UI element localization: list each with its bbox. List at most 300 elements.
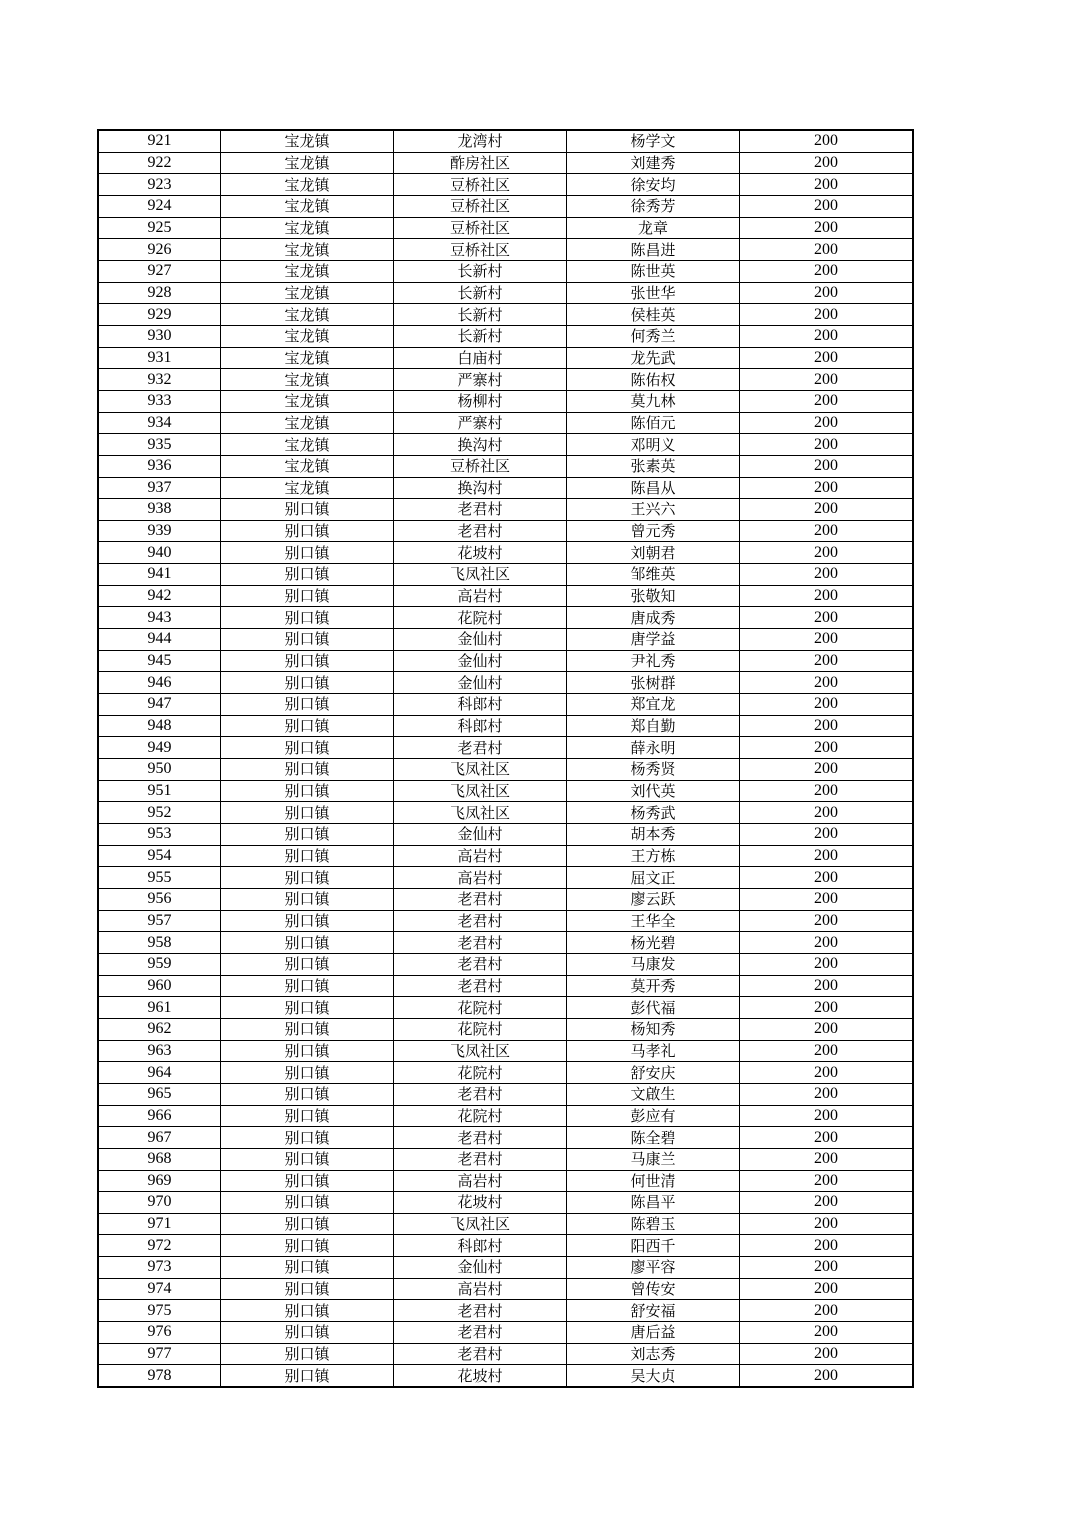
serial-number-cell: 952 <box>98 802 221 824</box>
table-row <box>98 997 913 1019</box>
amount-cell: 200 <box>740 455 914 477</box>
village-cell: 花院村 <box>394 997 567 1019</box>
village-cell: 高岩村 <box>394 585 567 607</box>
table-row <box>98 1105 913 1127</box>
serial-number-cell: 951 <box>98 780 221 802</box>
serial-number-cell: 955 <box>98 867 221 889</box>
town-cell: 别口镇 <box>221 1322 394 1344</box>
village-cell: 高岩村 <box>394 845 567 867</box>
person-name-cell: 张素英 <box>567 455 740 477</box>
table-row <box>98 1213 913 1235</box>
amount-cell: 200 <box>740 759 914 781</box>
roster-table-body <box>98 130 913 1387</box>
amount-cell: 200 <box>740 910 914 932</box>
person-name-cell: 莫九林 <box>567 390 740 412</box>
town-cell: 宝龙镇 <box>221 152 394 174</box>
table-row <box>98 195 913 217</box>
person-name-cell: 马孝礼 <box>567 1040 740 1062</box>
amount-cell: 200 <box>740 1343 914 1365</box>
table-row <box>98 953 913 975</box>
town-cell: 宝龙镇 <box>221 390 394 412</box>
person-name-cell: 张敬知 <box>567 585 740 607</box>
village-cell: 花坡村 <box>394 542 567 564</box>
serial-number-cell: 968 <box>98 1148 221 1170</box>
amount-cell: 200 <box>740 239 914 261</box>
town-cell: 别口镇 <box>221 1127 394 1149</box>
person-name-cell: 陈全碧 <box>567 1127 740 1149</box>
serial-number-cell: 938 <box>98 499 221 521</box>
serial-number-cell: 944 <box>98 629 221 651</box>
town-cell: 宝龙镇 <box>221 304 394 326</box>
serial-number-cell: 922 <box>98 152 221 174</box>
town-cell: 别口镇 <box>221 694 394 716</box>
amount-cell: 200 <box>740 888 914 910</box>
table-row <box>98 910 913 932</box>
village-cell: 飞凤社区 <box>394 802 567 824</box>
serial-number-cell: 973 <box>98 1257 221 1279</box>
serial-number-cell: 934 <box>98 412 221 434</box>
town-cell: 别口镇 <box>221 780 394 802</box>
village-cell: 豆桥社区 <box>394 217 567 239</box>
village-cell: 老君村 <box>394 1343 567 1365</box>
person-name-cell: 马康兰 <box>567 1148 740 1170</box>
town-cell: 别口镇 <box>221 1213 394 1235</box>
serial-number-cell: 953 <box>98 824 221 846</box>
person-name-cell: 陈佰元 <box>567 412 740 434</box>
person-name-cell: 侯桂英 <box>567 304 740 326</box>
table-row <box>98 1040 913 1062</box>
table-row <box>98 607 913 629</box>
town-cell: 别口镇 <box>221 737 394 759</box>
person-name-cell: 郑自勤 <box>567 715 740 737</box>
amount-cell: 200 <box>740 953 914 975</box>
town-cell: 别口镇 <box>221 1170 394 1192</box>
village-cell: 飞凤社区 <box>394 564 567 586</box>
amount-cell: 200 <box>740 1018 914 1040</box>
table-row <box>98 520 913 542</box>
table-row <box>98 369 913 391</box>
person-name-cell: 张树群 <box>567 672 740 694</box>
amount-cell: 200 <box>740 845 914 867</box>
amount-cell: 200 <box>740 542 914 564</box>
serial-number-cell: 927 <box>98 260 221 282</box>
amount-cell: 200 <box>740 737 914 759</box>
person-name-cell: 彭应有 <box>567 1105 740 1127</box>
person-name-cell: 唐后益 <box>567 1322 740 1344</box>
table-row <box>98 1365 913 1387</box>
town-cell: 宝龙镇 <box>221 412 394 434</box>
table-row <box>98 629 913 651</box>
town-cell: 宝龙镇 <box>221 282 394 304</box>
table-row <box>98 932 913 954</box>
serial-number-cell: 931 <box>98 347 221 369</box>
village-cell: 科郎村 <box>394 715 567 737</box>
amount-cell: 200 <box>740 304 914 326</box>
table-row <box>98 477 913 499</box>
amount-cell: 200 <box>740 1235 914 1257</box>
town-cell: 别口镇 <box>221 997 394 1019</box>
person-name-cell: 郑宜龙 <box>567 694 740 716</box>
town-cell: 别口镇 <box>221 564 394 586</box>
town-cell: 别口镇 <box>221 888 394 910</box>
table-row <box>98 152 913 174</box>
table-row <box>98 1018 913 1040</box>
person-name-cell: 唐学益 <box>567 629 740 651</box>
person-name-cell: 徐安均 <box>567 174 740 196</box>
person-name-cell: 王华全 <box>567 910 740 932</box>
amount-cell: 200 <box>740 932 914 954</box>
serial-number-cell: 937 <box>98 477 221 499</box>
serial-number-cell: 971 <box>98 1213 221 1235</box>
serial-number-cell: 930 <box>98 325 221 347</box>
person-name-cell: 舒安福 <box>567 1300 740 1322</box>
amount-cell: 200 <box>740 520 914 542</box>
table-row <box>98 542 913 564</box>
town-cell: 宝龙镇 <box>221 455 394 477</box>
village-cell: 老君村 <box>394 737 567 759</box>
table-row <box>98 412 913 434</box>
amount-cell: 200 <box>740 260 914 282</box>
table-row <box>98 1300 913 1322</box>
serial-number-cell: 964 <box>98 1062 221 1084</box>
amount-cell: 200 <box>740 1083 914 1105</box>
table-row <box>98 1062 913 1084</box>
village-cell: 金仙村 <box>394 629 567 651</box>
amount-cell: 200 <box>740 715 914 737</box>
serial-number-cell: 923 <box>98 174 221 196</box>
serial-number-cell: 932 <box>98 369 221 391</box>
amount-cell: 200 <box>740 130 914 152</box>
town-cell: 别口镇 <box>221 1257 394 1279</box>
person-name-cell: 何秀兰 <box>567 325 740 347</box>
amount-cell: 200 <box>740 694 914 716</box>
town-cell: 别口镇 <box>221 759 394 781</box>
table-row <box>98 650 913 672</box>
table-row <box>98 694 913 716</box>
person-name-cell: 莫开秀 <box>567 975 740 997</box>
table-row <box>98 325 913 347</box>
amount-cell: 200 <box>740 1062 914 1084</box>
table-row <box>98 217 913 239</box>
amount-cell: 200 <box>740 1365 914 1387</box>
amount-cell: 200 <box>740 802 914 824</box>
amount-cell: 200 <box>740 1322 914 1344</box>
town-cell: 宝龙镇 <box>221 369 394 391</box>
serial-number-cell: 933 <box>98 390 221 412</box>
town-cell: 别口镇 <box>221 1105 394 1127</box>
town-cell: 宝龙镇 <box>221 347 394 369</box>
village-cell: 高岩村 <box>394 867 567 889</box>
serial-number-cell: 969 <box>98 1170 221 1192</box>
amount-cell: 200 <box>740 564 914 586</box>
village-cell: 豆桥社区 <box>394 455 567 477</box>
town-cell: 别口镇 <box>221 953 394 975</box>
person-name-cell: 邹维英 <box>567 564 740 586</box>
person-name-cell: 陈佑权 <box>567 369 740 391</box>
table-row <box>98 1257 913 1279</box>
serial-number-cell: 974 <box>98 1278 221 1300</box>
town-cell: 别口镇 <box>221 910 394 932</box>
table-row <box>98 564 913 586</box>
person-name-cell: 刘代英 <box>567 780 740 802</box>
town-cell: 宝龙镇 <box>221 195 394 217</box>
person-name-cell: 徐秀芳 <box>567 195 740 217</box>
village-cell: 白庙村 <box>394 347 567 369</box>
village-cell: 龙湾村 <box>394 130 567 152</box>
amount-cell: 200 <box>740 1192 914 1214</box>
village-cell: 花坡村 <box>394 1192 567 1214</box>
amount-cell: 200 <box>740 780 914 802</box>
town-cell: 别口镇 <box>221 932 394 954</box>
table-row <box>98 1148 913 1170</box>
serial-number-cell: 925 <box>98 217 221 239</box>
table-row <box>98 867 913 889</box>
amount-cell: 200 <box>740 412 914 434</box>
serial-number-cell: 961 <box>98 997 221 1019</box>
table-row <box>98 802 913 824</box>
serial-number-cell: 948 <box>98 715 221 737</box>
person-name-cell: 杨光碧 <box>567 932 740 954</box>
person-name-cell: 薛永明 <box>567 737 740 759</box>
town-cell: 别口镇 <box>221 1040 394 1062</box>
person-name-cell: 杨知秀 <box>567 1018 740 1040</box>
village-cell: 高岩村 <box>394 1278 567 1300</box>
person-name-cell: 陈昌平 <box>567 1192 740 1214</box>
table-row <box>98 1278 913 1300</box>
amount-cell: 200 <box>740 650 914 672</box>
table-row <box>98 1343 913 1365</box>
serial-number-cell: 954 <box>98 845 221 867</box>
village-cell: 老君村 <box>394 499 567 521</box>
village-cell: 老君村 <box>394 888 567 910</box>
town-cell: 别口镇 <box>221 1148 394 1170</box>
village-cell: 花坡村 <box>394 1365 567 1387</box>
person-name-cell: 邓明义 <box>567 434 740 456</box>
town-cell: 宝龙镇 <box>221 174 394 196</box>
village-cell: 老君村 <box>394 1127 567 1149</box>
village-cell: 老君村 <box>394 1322 567 1344</box>
person-name-cell: 陈世英 <box>567 260 740 282</box>
amount-cell: 200 <box>740 152 914 174</box>
person-name-cell: 廖平容 <box>567 1257 740 1279</box>
table-row <box>98 347 913 369</box>
person-name-cell: 文啟生 <box>567 1083 740 1105</box>
serial-number-cell: 926 <box>98 239 221 261</box>
village-cell: 金仙村 <box>394 650 567 672</box>
village-cell: 豆桥社区 <box>394 174 567 196</box>
table-row <box>98 282 913 304</box>
table-row <box>98 130 913 152</box>
serial-number-cell: 967 <box>98 1127 221 1149</box>
table-row <box>98 759 913 781</box>
amount-cell: 200 <box>740 1148 914 1170</box>
table-row <box>98 1192 913 1214</box>
table-row <box>98 737 913 759</box>
town-cell: 别口镇 <box>221 1278 394 1300</box>
amount-cell: 200 <box>740 1127 914 1149</box>
serial-number-cell: 965 <box>98 1083 221 1105</box>
village-cell: 长新村 <box>394 325 567 347</box>
town-cell: 别口镇 <box>221 1018 394 1040</box>
table-row <box>98 975 913 997</box>
town-cell: 宝龙镇 <box>221 130 394 152</box>
amount-cell: 200 <box>740 1278 914 1300</box>
table-row <box>98 1170 913 1192</box>
table-row <box>98 780 913 802</box>
serial-number-cell: 929 <box>98 304 221 326</box>
village-cell: 长新村 <box>394 282 567 304</box>
person-name-cell: 王兴六 <box>567 499 740 521</box>
person-name-cell: 刘建秀 <box>567 152 740 174</box>
village-cell: 金仙村 <box>394 672 567 694</box>
amount-cell: 200 <box>740 369 914 391</box>
village-cell: 豆桥社区 <box>394 195 567 217</box>
town-cell: 别口镇 <box>221 845 394 867</box>
person-name-cell: 陈碧玉 <box>567 1213 740 1235</box>
town-cell: 别口镇 <box>221 629 394 651</box>
amount-cell: 200 <box>740 1105 914 1127</box>
serial-number-cell: 924 <box>98 195 221 217</box>
amount-cell: 200 <box>740 499 914 521</box>
serial-number-cell: 949 <box>98 737 221 759</box>
town-cell: 别口镇 <box>221 672 394 694</box>
person-name-cell: 张世华 <box>567 282 740 304</box>
table-row <box>98 824 913 846</box>
person-name-cell: 刘朝君 <box>567 542 740 564</box>
amount-cell: 200 <box>740 1170 914 1192</box>
amount-cell: 200 <box>740 672 914 694</box>
table-row <box>98 1235 913 1257</box>
amount-cell: 200 <box>740 174 914 196</box>
serial-number-cell: 935 <box>98 434 221 456</box>
town-cell: 别口镇 <box>221 520 394 542</box>
serial-number-cell: 966 <box>98 1105 221 1127</box>
town-cell: 别口镇 <box>221 1062 394 1084</box>
town-cell: 别口镇 <box>221 650 394 672</box>
person-name-cell: 曾传安 <box>567 1278 740 1300</box>
table-row <box>98 304 913 326</box>
person-name-cell: 尹礼秀 <box>567 650 740 672</box>
town-cell: 别口镇 <box>221 867 394 889</box>
village-cell: 老君村 <box>394 953 567 975</box>
person-name-cell: 龙先武 <box>567 347 740 369</box>
serial-number-cell: 960 <box>98 975 221 997</box>
serial-number-cell: 950 <box>98 759 221 781</box>
serial-number-cell: 940 <box>98 542 221 564</box>
amount-cell: 200 <box>740 390 914 412</box>
serial-number-cell: 959 <box>98 953 221 975</box>
amount-cell: 200 <box>740 607 914 629</box>
town-cell: 别口镇 <box>221 824 394 846</box>
village-cell: 严寨村 <box>394 369 567 391</box>
village-cell: 换沟村 <box>394 477 567 499</box>
serial-number-cell: 939 <box>98 520 221 542</box>
town-cell: 宝龙镇 <box>221 239 394 261</box>
town-cell: 别口镇 <box>221 1300 394 1322</box>
serial-number-cell: 942 <box>98 585 221 607</box>
village-cell: 老君村 <box>394 975 567 997</box>
person-name-cell: 屈文正 <box>567 867 740 889</box>
village-cell: 老君村 <box>394 1300 567 1322</box>
amount-cell: 200 <box>740 434 914 456</box>
town-cell: 宝龙镇 <box>221 260 394 282</box>
town-cell: 别口镇 <box>221 1192 394 1214</box>
town-cell: 宝龙镇 <box>221 477 394 499</box>
table-row <box>98 174 913 196</box>
amount-cell: 200 <box>740 195 914 217</box>
village-cell: 老君村 <box>394 910 567 932</box>
town-cell: 别口镇 <box>221 1343 394 1365</box>
town-cell: 别口镇 <box>221 499 394 521</box>
serial-number-cell: 947 <box>98 694 221 716</box>
town-cell: 宝龙镇 <box>221 217 394 239</box>
village-cell: 飞凤社区 <box>394 780 567 802</box>
table-row <box>98 1322 913 1344</box>
town-cell: 别口镇 <box>221 1083 394 1105</box>
person-name-cell: 杨秀贤 <box>567 759 740 781</box>
amount-cell: 200 <box>740 1213 914 1235</box>
person-name-cell: 唐成秀 <box>567 607 740 629</box>
amount-cell: 200 <box>740 477 914 499</box>
village-cell: 长新村 <box>394 260 567 282</box>
village-cell: 高岩村 <box>394 1170 567 1192</box>
town-cell: 宝龙镇 <box>221 434 394 456</box>
town-cell: 别口镇 <box>221 1235 394 1257</box>
village-cell: 老君村 <box>394 1083 567 1105</box>
amount-cell: 200 <box>740 975 914 997</box>
person-name-cell: 阳西千 <box>567 1235 740 1257</box>
table-row <box>98 672 913 694</box>
serial-number-cell: 943 <box>98 607 221 629</box>
serial-number-cell: 921 <box>98 130 221 152</box>
village-cell: 金仙村 <box>394 824 567 846</box>
serial-number-cell: 956 <box>98 888 221 910</box>
amount-cell: 200 <box>740 585 914 607</box>
amount-cell: 200 <box>740 282 914 304</box>
village-cell: 科郎村 <box>394 1235 567 1257</box>
roster-table <box>97 129 914 1388</box>
table-row <box>98 434 913 456</box>
village-cell: 金仙村 <box>394 1257 567 1279</box>
village-cell: 老君村 <box>394 520 567 542</box>
table-row <box>98 585 913 607</box>
person-name-cell: 马康发 <box>567 953 740 975</box>
town-cell: 别口镇 <box>221 585 394 607</box>
town-cell: 别口镇 <box>221 542 394 564</box>
serial-number-cell: 970 <box>98 1192 221 1214</box>
village-cell: 杨柳村 <box>394 390 567 412</box>
serial-number-cell: 972 <box>98 1235 221 1257</box>
serial-number-cell: 975 <box>98 1300 221 1322</box>
village-cell: 花院村 <box>394 1062 567 1084</box>
town-cell: 别口镇 <box>221 975 394 997</box>
village-cell: 老君村 <box>394 932 567 954</box>
person-name-cell: 曾元秀 <box>567 520 740 542</box>
village-cell: 豆桥社区 <box>394 239 567 261</box>
town-cell: 别口镇 <box>221 715 394 737</box>
village-cell: 飞凤社区 <box>394 759 567 781</box>
village-cell: 花院村 <box>394 1018 567 1040</box>
person-name-cell: 胡本秀 <box>567 824 740 846</box>
table-row <box>98 499 913 521</box>
amount-cell: 200 <box>740 1040 914 1062</box>
amount-cell: 200 <box>740 867 914 889</box>
table-row <box>98 715 913 737</box>
table-row <box>98 1083 913 1105</box>
town-cell: 别口镇 <box>221 1365 394 1387</box>
village-cell: 花院村 <box>394 1105 567 1127</box>
table-row <box>98 390 913 412</box>
